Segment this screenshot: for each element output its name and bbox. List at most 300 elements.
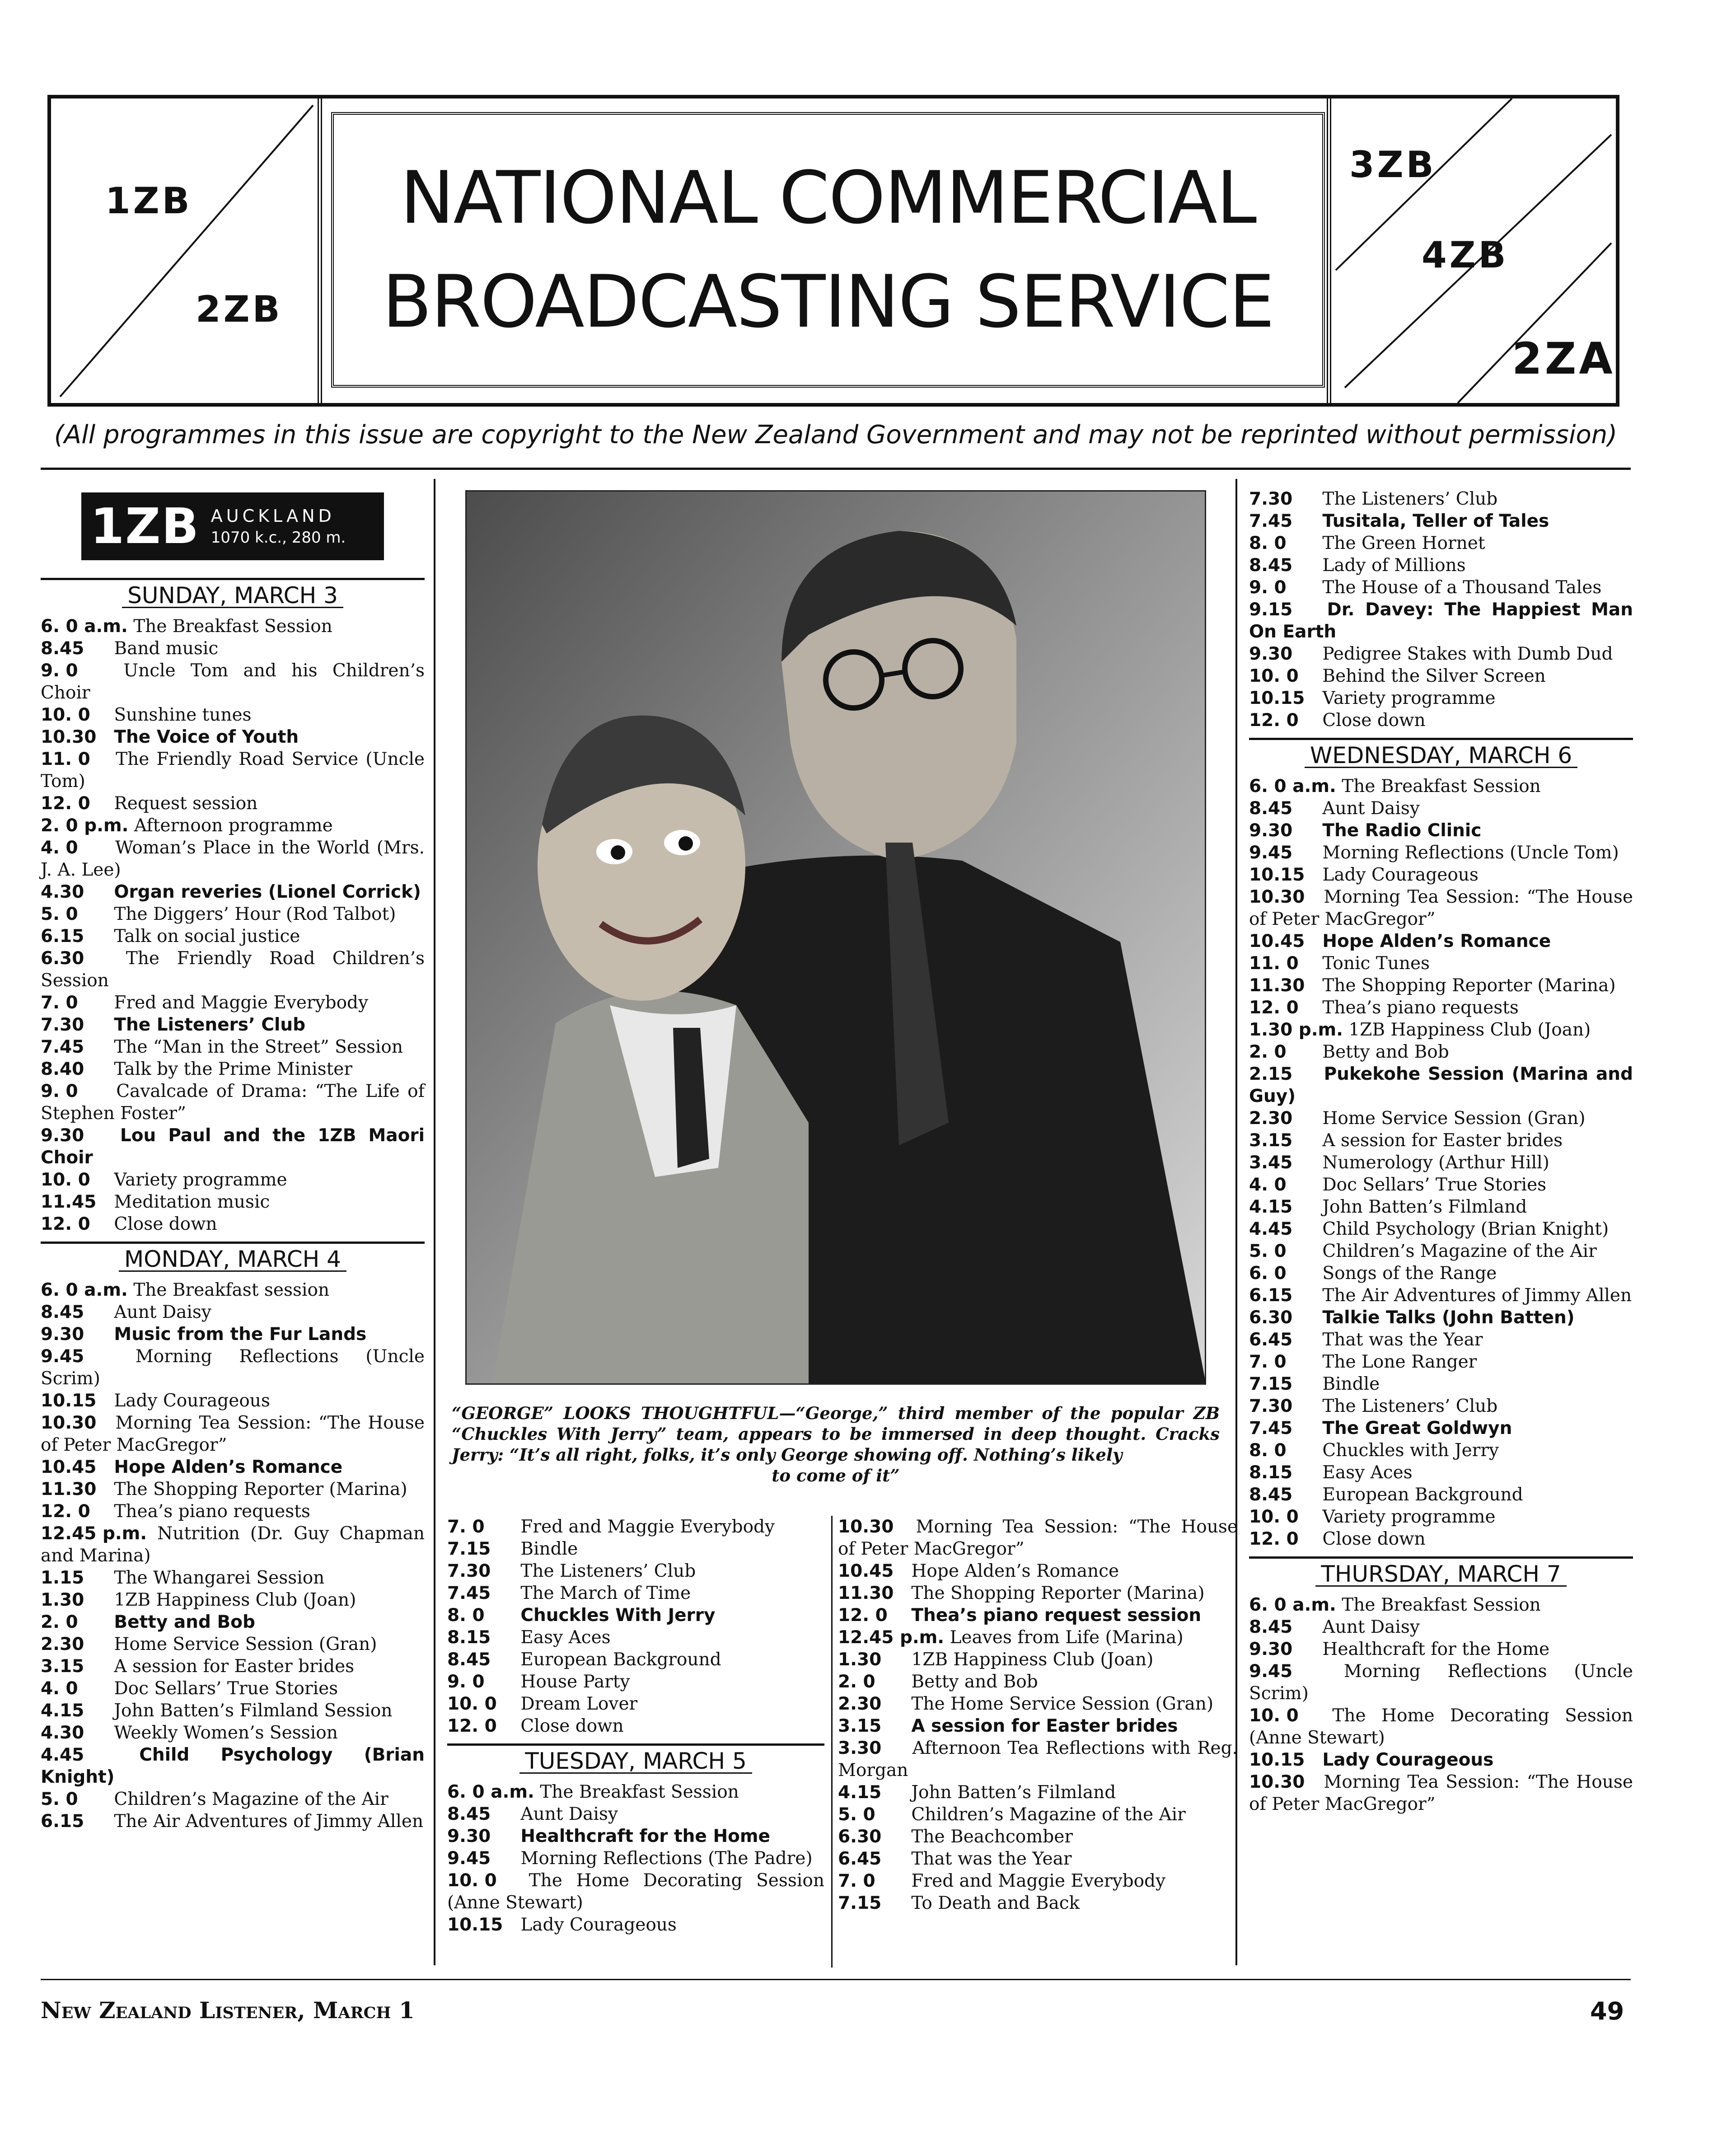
programme-entry [447,1825,824,1847]
programme-entry [838,1626,1238,1649]
programme-title: Easy Aces [520,1627,611,1648]
programme-title: Close down [520,1716,624,1736]
programme-time: 10.30 [1249,1772,1305,1792]
title-line-1: NATIONAL COMMERCIAL [400,155,1256,240]
programme-title: The Air Adventures of Jimmy Allen [114,1811,424,1832]
programme-entry [838,1826,1238,1848]
programme-time: 10. 0 [1249,1706,1299,1726]
programme-title: Morning Reflections (Uncle Scrim) [1249,1661,1633,1704]
programme-title: Aunt Daisy [520,1804,618,1824]
programme-title: The Home Service Session (Gran) [911,1694,1214,1714]
programme-entry [1249,952,1633,975]
day-heading-thursday: THURSDAY, MARCH 7 [1249,1556,1633,1591]
programme-time: 8.45 [1249,1485,1293,1505]
programme-title: Easy Aces [1322,1462,1413,1483]
programme-time: 10.30 [41,1413,97,1433]
programme-entry [1249,1284,1633,1307]
programme-title: The March of Time [520,1583,691,1603]
programme-title: Morning Tea Session: “The House of Peter MacGregor” [1249,1772,1633,1814]
programme-entry [1249,1041,1633,1063]
programme-time: 10. 0 [1249,666,1299,686]
programme-time: 6.15 [41,926,84,946]
programme-title: Thea’s piano requests [1322,998,1519,1018]
schedule-wednesday [1249,775,1633,1550]
programme-title: The Whangarei Session [114,1568,325,1588]
programme-title: The “Man in the Street” Session [114,1037,403,1057]
programme-entry [41,925,425,947]
programme-time: 4.30 [41,882,84,902]
station-frequency: 1070 k.c., 280 m. [211,529,346,547]
programme-title: Children’s Magazine of the Air [114,1789,388,1809]
schedule-tuesday-part1 [447,1781,824,1936]
programme-entry [41,1390,425,1412]
programme-title: The Listeners’ Club [1322,1396,1498,1416]
programme-title: The Green Hornet [1322,533,1485,553]
programme-title: John Batten’s Filmland Session [114,1701,393,1721]
programme-entry [447,1516,824,1538]
day-heading-monday: MONDAY, MARCH 4 [41,1242,425,1276]
photo-caption-text: “GEORGE” LOOKS THOUGHTFUL—“George,” third member of the popular ZB “Chuckles With Jerry” team, appears to be immersed in deep thought. Cracks Jerry: “It’s all right, folks, it’s only George showing off. Nothing’s likely [452,1403,1220,1465]
column-1 [41,572,425,1832]
programme-time: 2. 0 [41,1612,78,1632]
programme-time: 3.45 [1249,1153,1293,1173]
programme-time: 6. 0 a.m. [1249,1595,1336,1615]
programme-time: 2. 0 [838,1672,875,1692]
programme-time: 11.30 [1249,975,1305,996]
programme-time: 12.45 p.m. [838,1627,945,1648]
programme-entry [41,726,425,748]
programme-entry [41,1788,425,1810]
programme-title: Organ reveries (Lionel Corrick) [114,882,421,902]
programme-entry [447,1847,824,1870]
programme-time: 8.40 [41,1059,84,1079]
copyright-notice: (All programmes in this issue are copyright to the New Zealand Government and may not be reprinted without permission) [54,420,1618,450]
programme-entry [838,1892,1238,1914]
programme-time: 6.30 [1249,1307,1293,1328]
programme-entry [1249,1063,1633,1107]
programme-time: 3.15 [838,1716,882,1736]
programme-time: 9.30 [1249,820,1293,841]
programme-entry [1249,1506,1633,1528]
programme-entry [1249,1174,1633,1196]
programme-time: 9.15 [1249,600,1293,620]
programme-entry [1249,1749,1633,1771]
programme-time: 10.15 [1249,688,1305,708]
programme-entry [41,1677,425,1700]
photo-caption [452,1403,1220,1486]
programme-title: Band music [114,638,219,659]
programme-title: Morning Reflections (The Padre) [520,1848,813,1869]
programme-title: Afternoon programme [134,815,333,836]
programme-time: 11.30 [41,1479,97,1499]
programme-entry [41,1500,425,1523]
programme-entry [1249,643,1633,665]
programme-title: A session for Easter brides [911,1716,1178,1736]
programme-entry [41,1810,425,1832]
programme-title: Close down [1322,1529,1426,1549]
programme-entry [447,1582,824,1604]
left-diagonal-divider [51,98,318,403]
programme-title: Child Psychology (Brian Knight) [41,1745,425,1787]
programme-time: 10.15 [1249,865,1305,885]
programme-time: 8.45 [447,1649,491,1670]
footer-rule [41,1979,1631,1980]
programme-time: 5. 0 [41,1789,78,1809]
programme-title: Betty and Bob [911,1672,1038,1692]
programme-entry [41,1589,425,1611]
programme-time: 6.15 [1249,1285,1293,1306]
schedule-monday-part2 [447,1516,824,1737]
programme-entry [1249,510,1633,532]
programme-time: 9. 0 [447,1672,485,1692]
programme-time: 7.15 [838,1893,882,1913]
programme-time: 10.30 [838,1517,894,1537]
programme-entry [1249,1019,1633,1041]
programme-time: 9.30 [1249,644,1293,664]
programme-time: 9. 0 [41,661,78,681]
programme-title: Healthcraft for the Home [520,1826,770,1846]
programme-time: 4.45 [41,1745,84,1765]
programme-time: 6. 0 a.m. [41,616,128,637]
programme-title: Lady Courageous [1322,865,1479,885]
programme-time: 10. 0 [447,1870,497,1891]
programme-title: Close down [1322,710,1426,731]
programme-title: Meditation music [114,1192,270,1212]
programme-title: To Death and Back [911,1893,1080,1913]
programme-title: Leaves from Life (Marina) [950,1627,1184,1648]
programme-entry [41,1125,425,1169]
programme-title: Fred and Maggie Everybody [911,1871,1166,1891]
programme-time: 3.30 [838,1738,882,1758]
programme-entry [838,1737,1238,1781]
programme-title: Variety programme [1322,1507,1496,1527]
programme-title: The Breakfast Session [1342,776,1541,797]
programme-title: The Breakfast Session [1342,1595,1541,1615]
programme-title: Pedigree Stakes with Dumb Dud [1322,644,1613,664]
page-number: 49 [1590,1997,1624,2025]
programme-title: Cavalcade of Drama: “The Life of Stephen Foster” [41,1081,425,1124]
programme-title: Talkie Talks (John Batten) [1322,1307,1575,1328]
programme-entry [41,815,425,837]
programme-entry [447,1693,824,1715]
programme-entry [41,1744,425,1788]
programme-entry [1249,1771,1633,1815]
programme-title: Afternoon Tea Reflections with Reg. Morgan [838,1738,1238,1781]
programme-entry [1249,1462,1633,1484]
programme-title: Chuckles with Jerry [1322,1440,1499,1461]
station-city: AUCKLAND [211,506,335,526]
programme-entry [838,1649,1238,1671]
station-label-3zb: 3ZB [1349,144,1437,186]
programme-title: 1ZB Happiness Club (Joan) [114,1590,356,1610]
programme-entry [1249,1129,1633,1152]
programme-time: 9.30 [1249,1639,1293,1659]
programme-title: Tonic Tunes [1322,953,1430,974]
programme-title: The Listeners’ Club [520,1561,696,1581]
programme-title: The Shopping Reporter (Marina) [911,1583,1205,1603]
programme-title: Home Service Session (Gran) [114,1634,377,1654]
programme-time: 9.30 [41,1125,84,1146]
programme-entry [41,1036,425,1058]
programme-time: 4.45 [1249,1219,1293,1239]
programme-title: Dr. Davey: The Happiest Man On Earth [1249,600,1633,642]
programme-title: Hope Alden’s Romance [1322,931,1551,951]
station-label-2za: 2ZA [1512,333,1615,384]
day-heading-tuesday: TUESDAY, MARCH 5 [447,1743,824,1778]
programme-entry [447,1538,824,1560]
programme-title: Lady of Millions [1322,555,1466,576]
programme-entry [41,1080,425,1125]
programme-time: 4. 0 [41,838,78,858]
masthead [47,95,1619,407]
programme-time: 9.45 [1249,1661,1293,1682]
programme-entry [1249,1638,1633,1660]
programme-entry [41,1456,425,1478]
programme-entry [447,1671,824,1693]
programme-entry [447,1560,824,1582]
programme-title: The Radio Clinic [1322,820,1482,841]
programme-entry [41,1191,425,1213]
programme-entry [1249,1417,1633,1439]
programme-time: 8.45 [447,1804,491,1824]
programme-entry [1249,532,1633,554]
programme-time: 7. 0 [41,993,78,1013]
programme-entry [41,1655,425,1677]
programme-time: 11. 0 [1249,953,1299,974]
schedule-tuesday-part2 [838,1516,1238,1914]
column-rule-1 [434,479,435,1965]
programme-title: Numerology (Arthur Hill) [1322,1153,1549,1173]
programme-title: Lady Courageous [520,1915,677,1935]
programme-title: European Background [520,1649,721,1670]
programme-title: Music from the Fur Lands [114,1324,367,1345]
programme-entry [1249,930,1633,952]
programme-time: 7.45 [1249,511,1293,531]
programme-entry [838,1870,1238,1892]
programme-entry [1249,864,1633,886]
programme-title: Morning Tea Session: “The House of Peter MacGregor” [838,1517,1238,1559]
programme-title: Doc Sellars’ True Stories [114,1678,338,1699]
programme-title: Children’s Magazine of the Air [1322,1241,1597,1261]
programme-title: The Beachcomber [911,1827,1073,1847]
programme-entry [447,1604,824,1626]
programme-entry [1249,1484,1633,1506]
programme-entry [1249,576,1633,599]
programme-entry [1249,1218,1633,1240]
programme-title: Aunt Daisy [1322,1617,1420,1637]
programme-time: 6. 0 [1249,1263,1287,1284]
programme-title: Morning Reflections (Uncle Scrim) [41,1346,425,1389]
programme-title: The Voice of Youth [114,727,299,747]
programme-time: 3.15 [41,1656,84,1677]
programme-title: Thea’s piano requests [114,1501,310,1522]
programme-entry [41,748,425,792]
programme-time: 8.45 [1249,798,1293,819]
programme-time: 8.15 [447,1627,491,1648]
programme-title: Doc Sellars’ True Stories [1322,1175,1547,1195]
programme-time: 11.45 [41,1192,97,1212]
programme-time: 4.30 [41,1723,84,1743]
header-rule [41,468,1631,470]
schedule-monday-part1 [41,1279,425,1832]
programme-title: The Breakfast Session [133,616,332,637]
programme-entry [838,1848,1238,1870]
programme-title: The Home Decorating Session (Anne Stewart) [1249,1706,1633,1748]
programme-entry [1249,665,1633,687]
programme-entry [1249,488,1633,510]
programme-time: 7.15 [1249,1374,1293,1394]
programme-title: Talk on social justice [114,926,300,946]
programme-time: 9. 0 [41,1081,78,1101]
programme-entry [447,1626,824,1649]
programme-entry [838,1715,1238,1737]
programme-entry [41,837,425,881]
programme-title: Nutrition (Dr. Guy Chapman and Marina) [41,1523,425,1566]
programme-title: John Batten’s Filmland [1322,1197,1527,1217]
programme-title: Children’s Magazine of the Air [911,1804,1186,1825]
programme-time: 11. 0 [41,749,90,769]
programme-time: 10.30 [1249,887,1305,907]
programme-entry [838,1560,1238,1582]
programme-title: Close down [114,1214,217,1234]
programme-entry [1249,1107,1633,1129]
programme-time: 10.30 [41,727,97,747]
programme-entry [447,1649,824,1671]
programme-time: 4.15 [838,1782,882,1803]
title-panel [331,112,1325,388]
programme-time: 7.30 [41,1015,84,1035]
programme-entry [1249,1616,1633,1638]
programme-entry [41,1169,425,1191]
programme-time: 7.45 [1249,1418,1293,1438]
programme-time: 7.30 [1249,1396,1293,1416]
programme-entry [41,1567,425,1589]
programme-time: 9.30 [447,1826,491,1846]
programme-title: Morning Tea Session: “The House of Peter MacGregor” [41,1413,425,1455]
programme-entry [41,947,425,992]
schedule-tuesday-part3 [1249,488,1633,731]
programme-time: 8.45 [1249,555,1293,576]
programme-entry [1249,997,1633,1019]
schedule-sunday [41,615,425,1235]
programme-time: 7.45 [447,1583,491,1603]
programme-entry [838,1516,1238,1560]
programme-title: A session for Easter brides [114,1656,355,1677]
programme-title: Tusitala, Teller of Tales [1322,511,1549,531]
column-4 [1249,488,1633,1815]
programme-entry [41,637,425,660]
programme-time: 12. 0 [41,1501,90,1522]
programme-title: John Batten’s Filmland [911,1782,1116,1803]
programme-entry [1249,1240,1633,1262]
right-station-panel [1327,98,1616,403]
photo-caption-end: to come of it” [772,1466,900,1485]
programme-title: Betty and Bob [114,1612,255,1632]
programme-entry [1249,709,1633,731]
programme-entry [1249,599,1633,643]
programme-title: The Lone Ranger [1322,1352,1477,1372]
station-code: 1ZB [90,498,200,555]
programme-time: 10.45 [41,1457,97,1477]
programme-time: 9.45 [41,1346,84,1367]
programme-title: The Listeners’ Club [1322,489,1498,509]
programme-time: 7. 0 [838,1871,875,1891]
programme-time: 4.15 [1249,1197,1293,1217]
programme-entry [41,615,425,637]
programme-title: The House of a Thousand Tales [1322,577,1602,598]
programme-title: Child Psychology (Brian Knight) [1322,1219,1609,1239]
programme-entry [41,1301,425,1323]
programme-time: 12. 0 [41,793,90,814]
programme-time: 6. 0 a.m. [1249,776,1336,797]
day-heading-sunday: SUNDAY, MARCH 3 [41,578,425,613]
programme-time: 2.30 [1249,1108,1293,1129]
title-line-2: BROADCASTING SERVICE [382,259,1274,344]
programme-title: European Background [1322,1485,1523,1505]
programme-time: 4.15 [41,1701,84,1721]
programme-entry [838,1804,1238,1826]
programme-time: 7.45 [41,1037,84,1057]
programme-entry [41,903,425,925]
programme-time: 2. 0 p.m. [41,815,129,836]
programme-entry [1249,775,1633,797]
programme-time: 10.15 [447,1915,503,1935]
programme-entry [447,1715,824,1737]
programme-entry [41,992,425,1014]
programme-time: 2.30 [838,1694,882,1714]
programme-entry [1249,886,1633,930]
programme-title: Aunt Daisy [114,1302,211,1322]
programme-time: 6.30 [41,948,84,969]
programme-entry [1249,1660,1633,1705]
programme-title: Fred and Maggie Everybody [520,1517,775,1537]
programme-title: 1ZB Happiness Club (Joan) [1348,1020,1591,1040]
programme-title: Talk by the Prime Minister [114,1059,353,1079]
programme-title: The Friendly Road Service (Uncle Tom) [41,749,425,792]
programme-entry [41,704,425,726]
programme-time: 3.15 [1249,1130,1293,1151]
programme-time: 8. 0 [1249,533,1287,553]
programme-entry [1249,1528,1633,1550]
programme-time: 12. 0 [1249,1529,1299,1549]
programme-time: 6.45 [838,1849,882,1869]
programme-title: Bindle [520,1539,578,1559]
programme-entry [447,1914,824,1936]
programme-time: 10. 0 [1249,1507,1299,1527]
programme-entry [41,881,425,903]
programme-time: 1.30 p.m. [1249,1020,1343,1040]
programme-entry [41,1213,425,1235]
programme-time: 8.15 [1249,1462,1293,1483]
programme-time: 6.15 [41,1811,84,1832]
programme-title: The Shopping Reporter (Marina) [114,1479,407,1499]
station-label-4zb: 4ZB [1422,234,1509,276]
programme-entry [41,1345,425,1390]
programme-time: 5. 0 [1249,1241,1287,1261]
programme-entry [1249,797,1633,820]
programme-title: The Breakfast session [133,1280,330,1300]
programme-entry [838,1671,1238,1693]
programme-time: 7.30 [447,1561,491,1581]
programme-time: 5. 0 [41,904,78,924]
programme-time: 9. 0 [1249,577,1287,598]
programme-entry [447,1781,824,1803]
programme-time: 6. 0 a.m. [447,1782,534,1802]
programme-time: 1.15 [41,1568,84,1588]
programme-time: 12. 0 [447,1716,497,1736]
programme-entry [1249,687,1633,709]
programme-title: Request session [114,793,258,814]
